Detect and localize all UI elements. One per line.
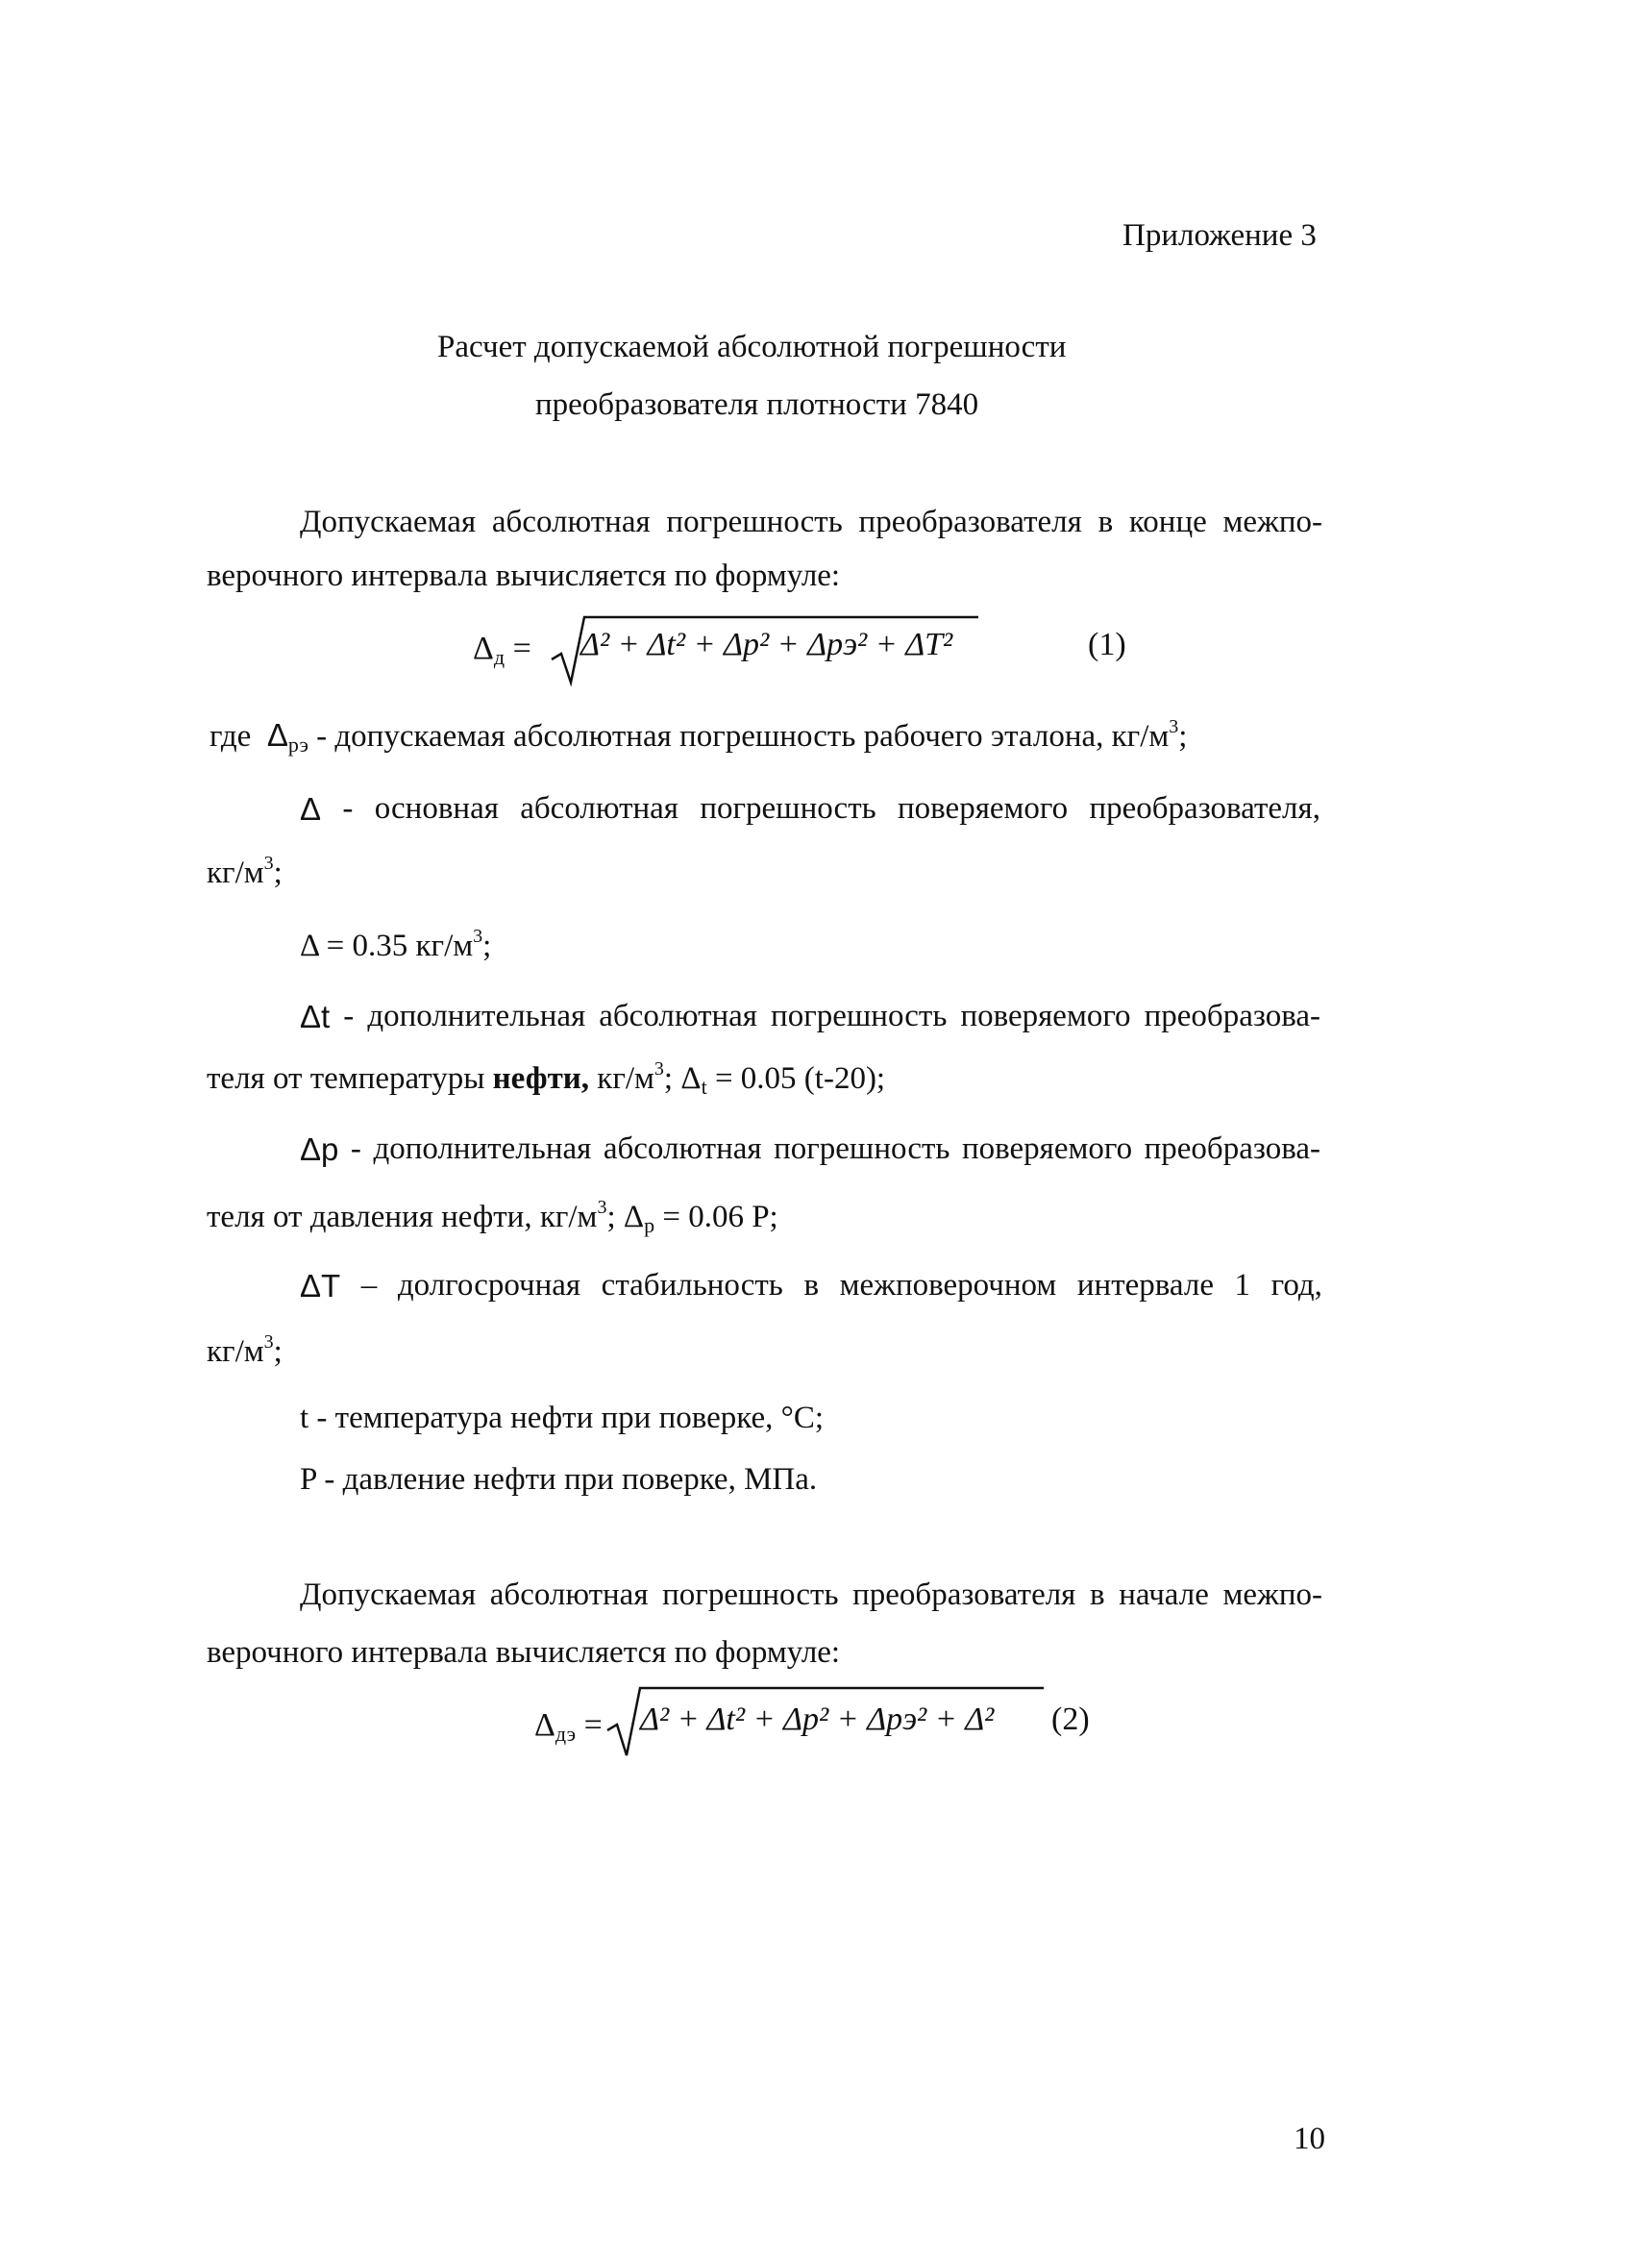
formula-2-lhs: $\Delta_{дэ}$ = <box>534 1707 603 1746</box>
formula-1-radicand: Δ² + Δt² + Δp² + Δpэ² + ΔT² <box>580 627 953 662</box>
formula-1-number: (1) <box>1088 627 1126 662</box>
para2-line-2: верочного интервала вычисляется по формуле: <box>207 1635 841 1670</box>
para1-line-2: верочного интервала вычисляется по формуле: <box>207 559 841 593</box>
delta-value: Δ = 0.35 $кг/м^3$; <box>300 926 492 963</box>
page-number: 10 <box>1294 2122 1325 2156</box>
title-line-1: Расчет допускаемой абсолютной погрешности <box>437 330 1067 364</box>
def-delta-re: где $\Delta_{рэ}$ - допускаемая абсолютная погрешность рабочего эталона, $кг/м^3$; <box>210 716 1188 757</box>
para1-line-1: Допускаемая абсолютная погрешность преобразователя в конце межпо- <box>300 505 1322 539</box>
title-line-2: преобразователя плотности 7840 <box>535 387 979 422</box>
def-delta-t-line-2: теля от температуры нефти, $кг/м^3$; $\Delta_t = 0.05$ (t-20); <box>207 1058 886 1099</box>
def-delta-p-line-1: Δp - дополнительная абсолютная погрешность поверяемого преобразова- <box>300 1131 1320 1167</box>
para2-line-1: Допускаемая абсолютная погрешность преобразователя в начале межпо- <box>300 1577 1322 1612</box>
def-t: t - температура нефти при поверке, °С; <box>300 1401 825 1435</box>
def-delta-line-1: Δ - основная абсолютная погрешность поверяемого преобразователя, <box>300 791 1320 827</box>
formula-1-lhs: $\Delta_д$ = <box>473 631 531 669</box>
def-delta-T-line-2: $кг/м^3$; <box>207 1331 283 1369</box>
def-delta-T-line-1: ΔT – долгосрочная стабильность в межповерочном интервале 1 год, <box>300 1268 1322 1304</box>
formula-2-radicand: Δ² + Δt² + Δp² + Δpэ² + Δ² <box>640 1701 995 1737</box>
def-P: P - давление нефти при поверке, МПа. <box>300 1462 818 1497</box>
def-delta-line-2: $кг/м^3$; <box>207 853 283 890</box>
formula-2-number: (2) <box>1051 1701 1090 1737</box>
def-delta-p-line-2: теля от давления нефти, $кг/м^3$; $\Delta_p = 0.06$ P; <box>207 1197 778 1237</box>
appendix-label: Приложение 3 <box>1122 218 1317 253</box>
def-delta-t-line-1: Δt - дополнительная абсолютная погрешность поверяемого преобразова- <box>300 999 1320 1034</box>
